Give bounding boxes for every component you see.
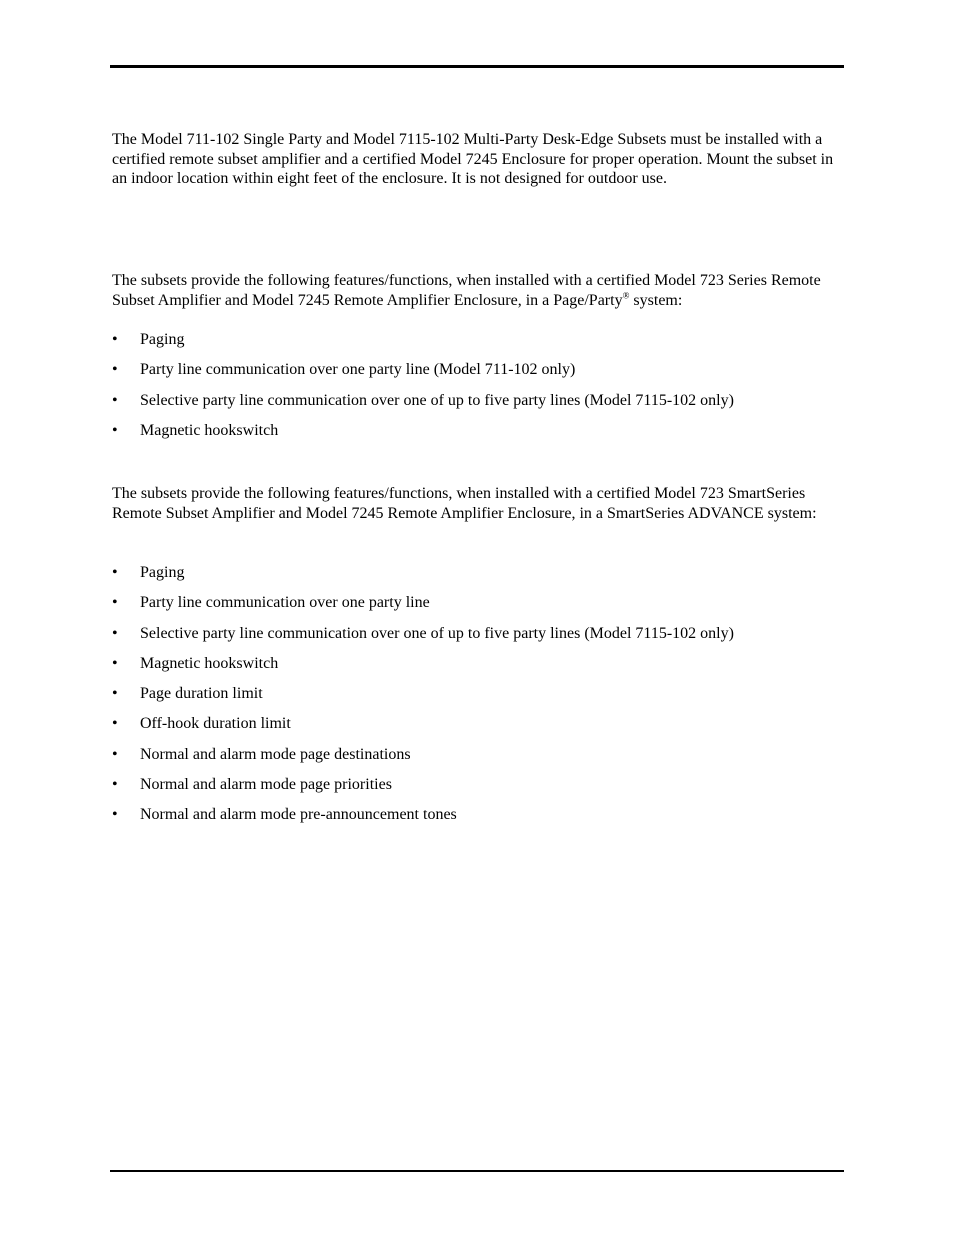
intro-paragraph: The Model 711-102 Single Party and Model 7115-102 Multi-Party Desk-Edge Subsets must be installed with a certified remote subset amplifier and a certified Model 7245 Enclosure for proper operation. Mount the subset in an indoor location within eight feet of the enclosure. It is not designed for outdoor use. [112,131,834,187]
list-item [112,624,837,654]
bullet-icon: • [112,361,118,379]
list-item-text: Paging [140,564,185,581]
list-item-text: Off-hook duration limit [140,715,291,733]
list-item-text: Page duration limit [140,685,263,703]
list-item [112,330,837,360]
list-item [112,563,837,593]
bullet-icon: • [112,776,118,794]
bullet-icon: • [112,715,118,733]
bullet-icon: • [112,391,118,409]
registered-mark: ® [622,290,630,301]
list-item [112,360,837,390]
footer-rule [110,1170,844,1172]
page-party-paragraph [112,271,837,310]
list-item [112,714,837,744]
page-party-feature-list [112,330,837,451]
list-item [112,593,837,623]
list-item-text: Magnetic hookswitch [140,654,279,672]
bullet-icon: • [112,654,118,672]
list-item [112,775,837,805]
list-item-text: Selective party line communication over one of up to five party lines (Model 7115-102 only) [140,624,734,642]
bullet-icon: • [112,806,118,824]
list-item [112,421,837,451]
page-party-text: The subsets provide the following features/functions, when installed with a certified Model 723 Series Remote Subset Amplifier and Model 7245 Remote Amplifier Enclosure, in a Page/Party [112,272,821,309]
bullet-icon: • [112,331,118,348]
bullet-icon: • [112,624,118,642]
smartseries-feature-list [112,563,837,836]
list-item-text: Party line communication over one party line (Model 711-102 only) [140,361,576,379]
list-item-text: Magnetic hookswitch [140,421,279,439]
list-item-text: Normal and alarm mode page destinations [140,745,411,763]
bullet-icon: • [112,594,118,612]
header-rule [110,65,844,68]
list-item [112,805,837,835]
page-party-text-end: system: [629,291,683,309]
list-item-text: Paging [140,331,185,348]
list-item-text: Normal and alarm mode page priorities [140,776,392,794]
bullet-icon: • [112,564,118,581]
list-item [112,745,837,775]
bullet-icon: • [112,685,118,703]
smartseries-paragraph: The subsets provide the following features/functions, when installed with a certified Model 723 SmartSeries Remote Subset Amplifier and Model 7245 Remote Amplifier Enclosure, in a SmartSeries ADVANCE system: [112,485,817,522]
list-item-text: Selective party line communication over one of up to five party lines (Model 7115-102 only) [140,391,734,409]
list-item-text: Party line communication over one party line [140,594,430,612]
list-item-text: Normal and alarm mode pre-announcement tones [140,806,457,824]
list-item [112,684,837,714]
list-item [112,654,837,684]
list-item [112,391,837,421]
bullet-icon: • [112,421,118,439]
bullet-icon: • [112,745,118,763]
